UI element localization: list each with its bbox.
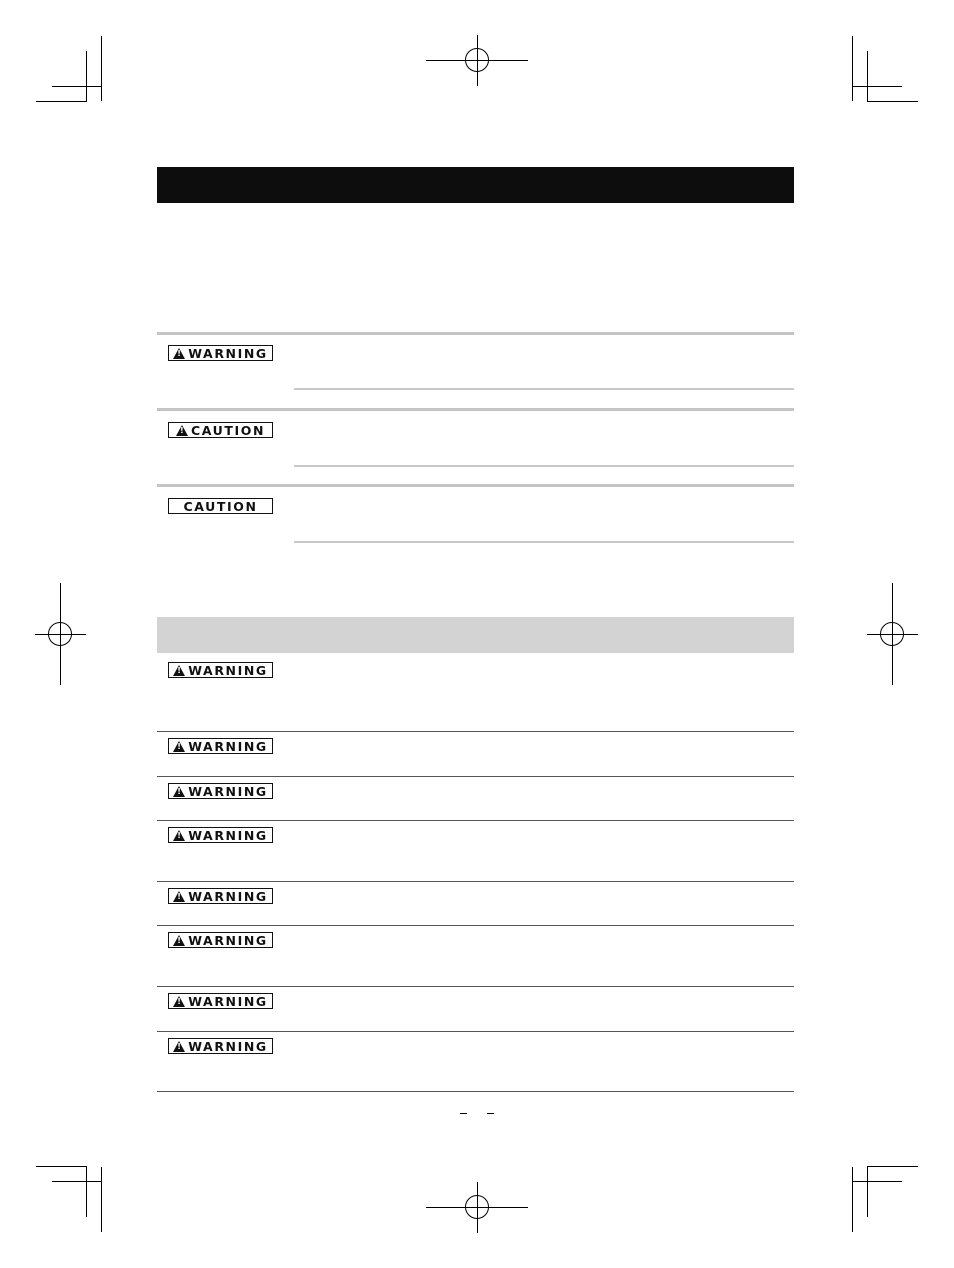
list-item-warning-label: ! WARNING — [168, 993, 273, 1009]
list-item-warning-label: ! WARNING — [168, 932, 273, 948]
warning-triangle-icon — [173, 741, 185, 752]
divider — [157, 332, 794, 335]
divider — [157, 925, 794, 926]
divider — [157, 1091, 794, 1092]
page-title-bar — [157, 167, 794, 203]
divider — [157, 1031, 794, 1032]
divider — [157, 986, 794, 987]
divider — [157, 731, 794, 732]
warning-triangle-icon — [173, 786, 185, 797]
warning-triangle-icon — [173, 830, 185, 841]
warning-triangle-icon — [173, 665, 185, 676]
warning-triangle-icon — [173, 996, 185, 1007]
divider — [157, 484, 794, 487]
list-item-warning-label: ! WARNING — [168, 827, 273, 843]
warning-triangle-icon — [173, 1041, 185, 1052]
divider — [157, 820, 794, 821]
divider — [157, 881, 794, 882]
list-item-warning-label: ! WARNING — [168, 1038, 273, 1054]
divider — [157, 776, 794, 777]
warning-triangle-icon — [173, 348, 185, 359]
warning-triangle-icon — [173, 891, 185, 902]
divider — [294, 465, 794, 467]
warning-triangle-icon — [176, 425, 188, 436]
section-header-bar — [157, 617, 794, 653]
divider — [294, 541, 794, 543]
caution-label: ! CAUTION — [168, 422, 273, 438]
list-item-warning-label: ! WARNING — [168, 888, 273, 904]
caution-plain-label: CAUTION — [168, 498, 273, 514]
warning-label: ! WARNING — [168, 345, 273, 361]
list-item-warning-label: ! WARNING — [168, 662, 273, 678]
list-item-warning-label: ! WARNING — [168, 783, 273, 799]
divider — [294, 388, 794, 390]
list-item-warning-label: ! WARNING — [168, 738, 273, 754]
warning-triangle-icon — [173, 935, 185, 946]
divider — [157, 408, 794, 411]
